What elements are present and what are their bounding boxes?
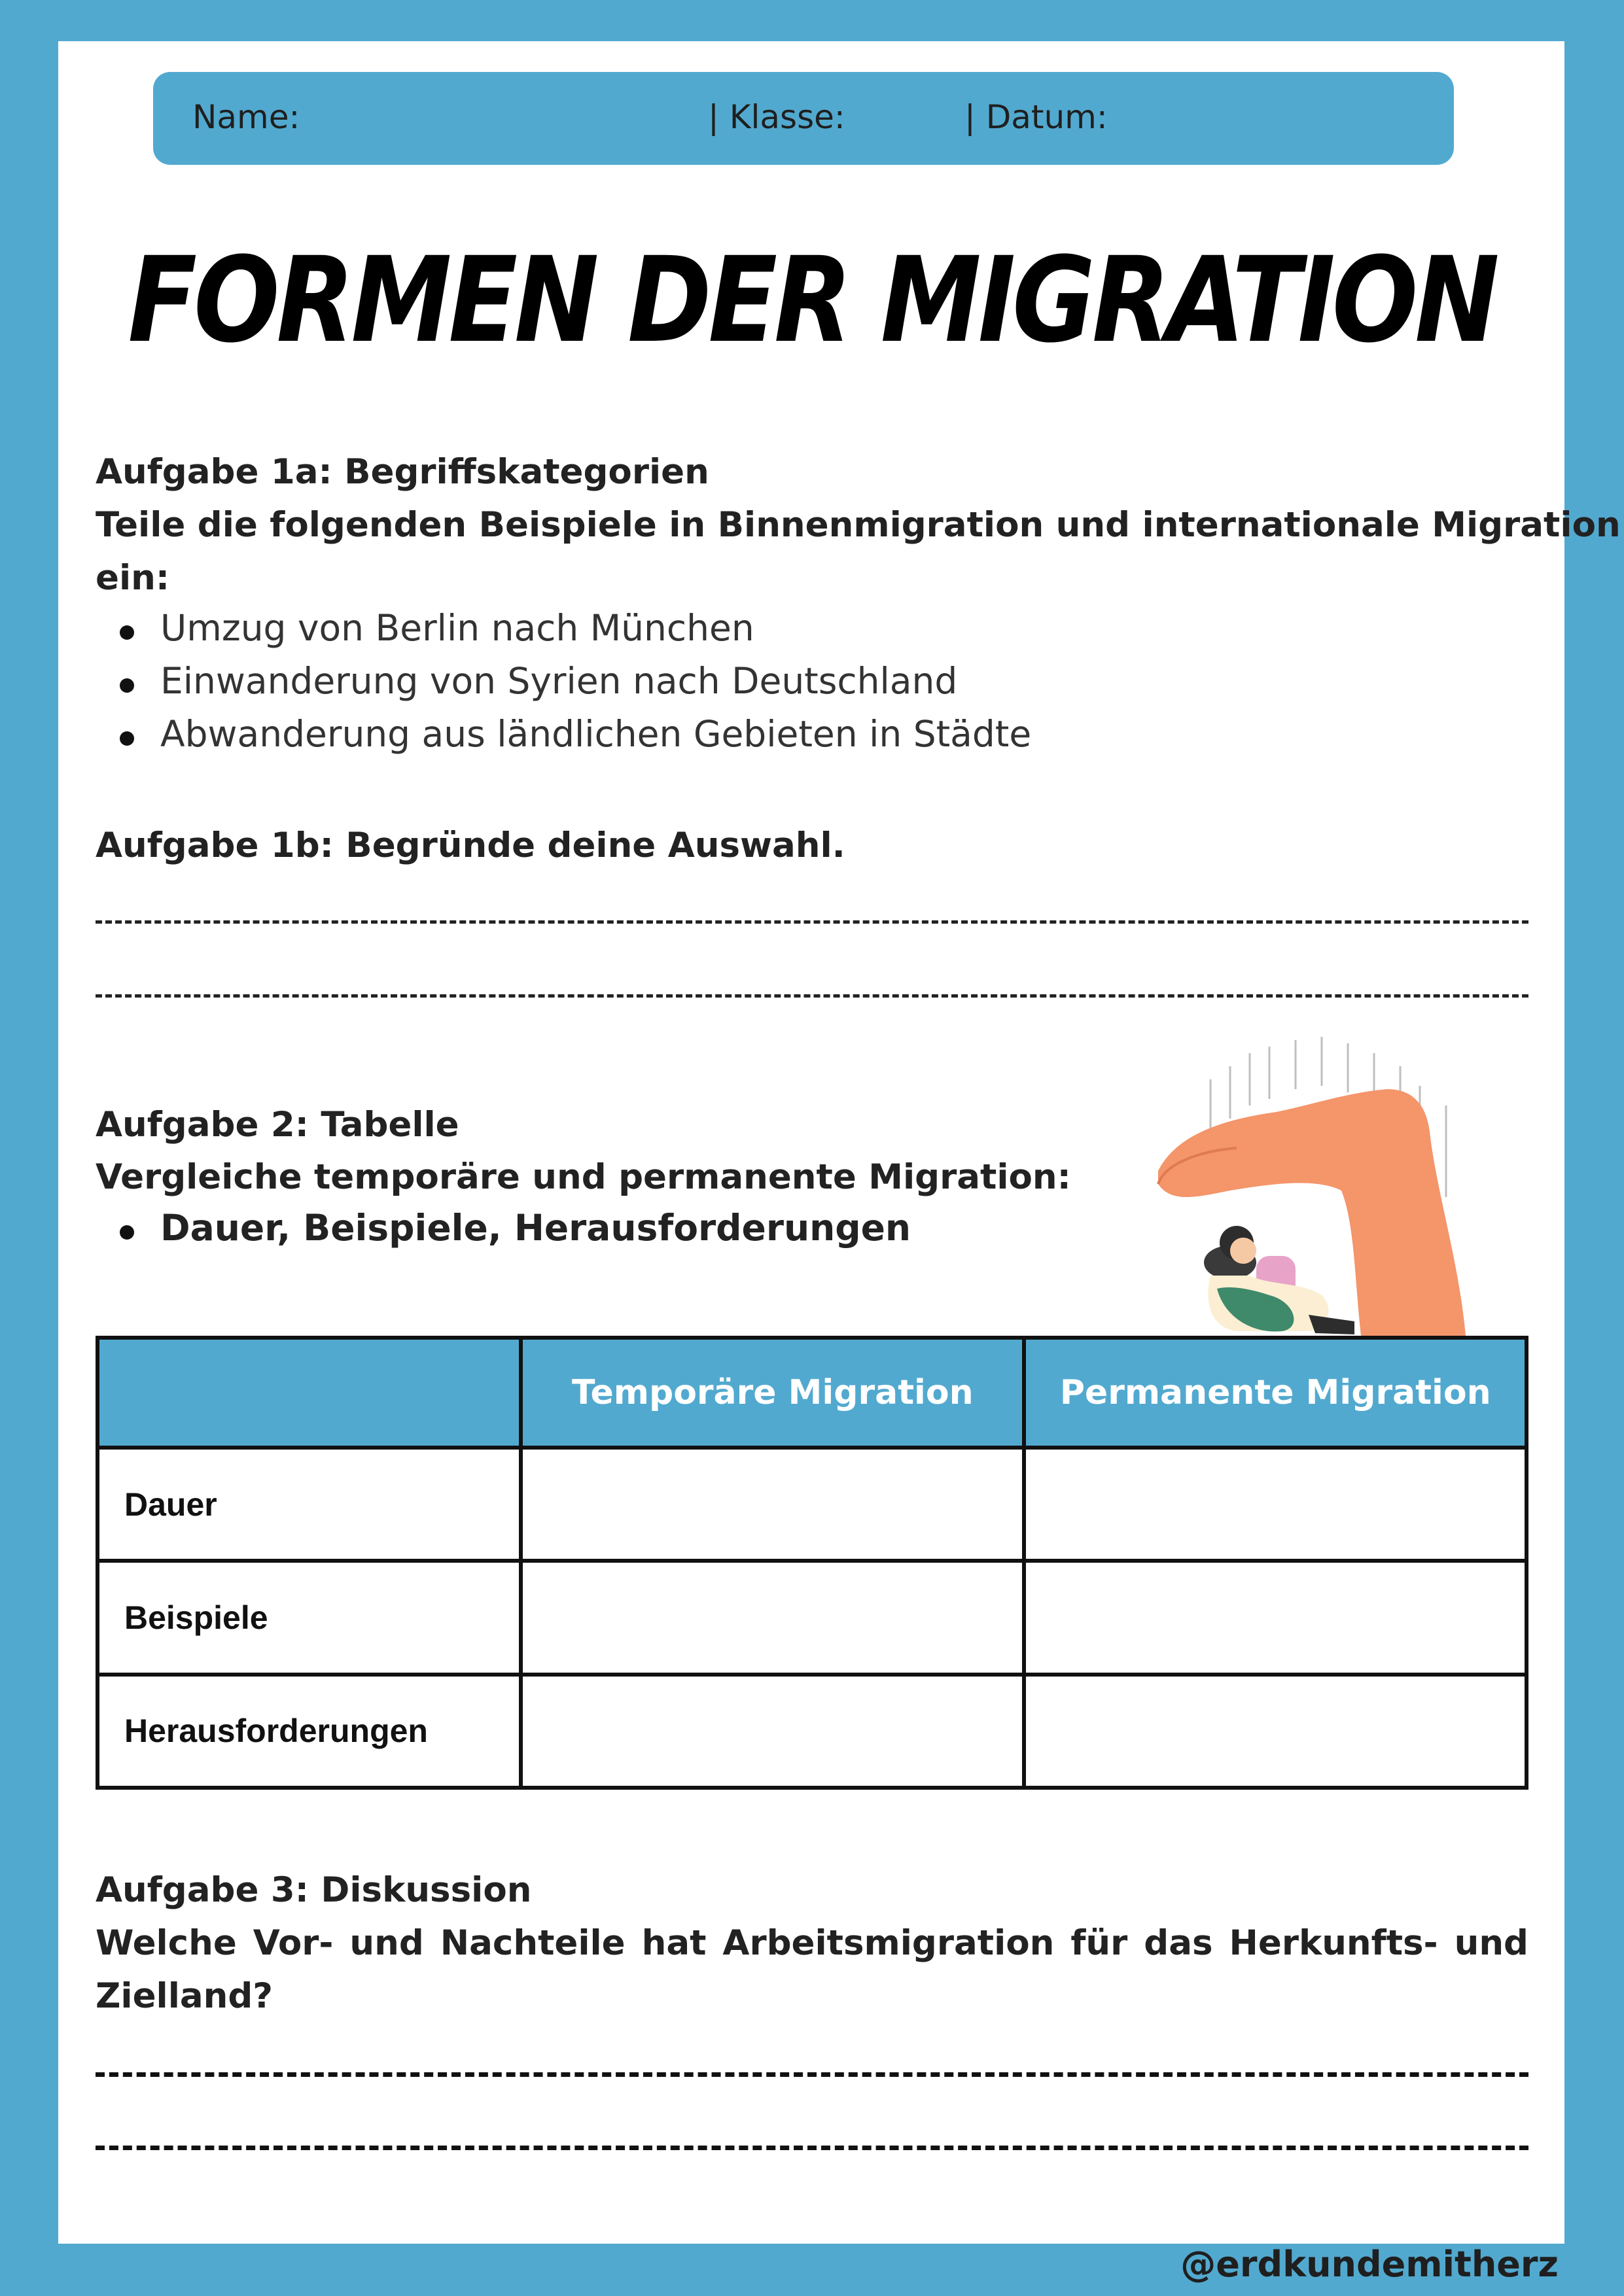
table-row [97, 1675, 1527, 1788]
answer-cell[interactable] [1024, 1561, 1527, 1674]
answer-cell[interactable] [521, 1448, 1024, 1561]
task1a-item: Einwanderung von Syrien nach Deutschland [160, 660, 958, 702]
task1a-instruction: Teile die folgenden Beispiele in Binnenmigration und internationale Migration [96, 505, 1621, 545]
answer-cell[interactable] [521, 1675, 1024, 1788]
comparison-table [96, 1336, 1528, 1790]
task2-instruction: Vergleiche temporäre und permanente Migration: [96, 1157, 1071, 1197]
answer-line[interactable] [96, 920, 1528, 924]
row-label: Herausforderungen [97, 1675, 521, 1788]
bullet-icon [120, 1225, 134, 1240]
table-header-cell [97, 1338, 521, 1448]
bullet-icon [120, 625, 134, 640]
table-header-cell: Permanente Migration [1024, 1338, 1527, 1448]
task3-instruction-cont: Zielland? [96, 1976, 274, 2016]
answer-cell[interactable] [521, 1561, 1024, 1674]
row-label: Dauer [97, 1448, 521, 1561]
task2-item: Dauer, Beispiele, Herausforderungen [160, 1207, 911, 1249]
answer-line[interactable] [96, 2146, 1528, 2150]
table-header-row [97, 1338, 1527, 1448]
name-label: Name: [192, 98, 300, 136]
date-label: | Datum: [964, 98, 1108, 136]
protective-hand-illustration [1139, 1027, 1479, 1336]
table-row [97, 1561, 1527, 1674]
task1a-heading: Aufgabe 1a: Begriffskategorien [96, 452, 709, 492]
task1b-heading: Aufgabe 1b: Begründe deine Auswahl. [96, 826, 845, 865]
task3-heading: Aufgabe 3: Diskussion [96, 1870, 532, 1910]
footer-handle: @erdkundemitherz [1180, 2244, 1559, 2285]
task3-instruction: Welche Vor- und Nachteile hat Arbeitsmigration für das Herkunfts- und [96, 1923, 1528, 1963]
table-header-cell: Temporäre Migration [521, 1338, 1024, 1448]
header-bar [153, 72, 1454, 165]
table-row [97, 1448, 1527, 1561]
task1a-item: Umzug von Berlin nach München [160, 607, 754, 649]
answer-cell[interactable] [1024, 1675, 1527, 1788]
class-label: | Klasse: [708, 98, 845, 136]
bullet-icon [120, 678, 134, 693]
answer-line[interactable] [96, 2072, 1528, 2077]
page-title: FORMEN DER MIGRATION [128, 232, 1496, 369]
row-label: Beispiele [97, 1561, 521, 1674]
answer-cell[interactable] [1024, 1448, 1527, 1561]
bullet-icon [120, 731, 134, 746]
task1a-item: Abwanderung aus ländlichen Gebieten in Städte [160, 713, 1032, 755]
answer-line[interactable] [96, 994, 1528, 998]
task1a-instruction-cont: ein: [96, 558, 170, 598]
task2-heading: Aufgabe 2: Tabelle [96, 1105, 459, 1145]
